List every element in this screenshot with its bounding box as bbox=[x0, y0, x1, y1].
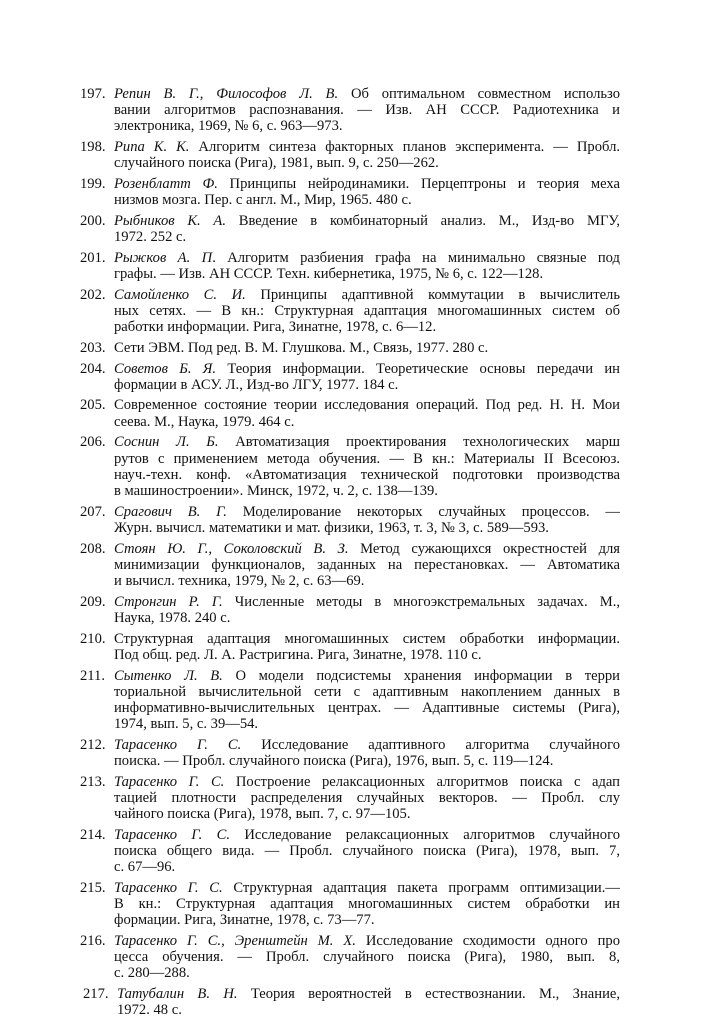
reference-line: Рыжков А. П. Алгоритм разбиения графа на минимально связные под bbox=[114, 249, 620, 266]
reference-line: в машиностроении». Минск, 1972, ч. 2, с. 138—139. bbox=[114, 482, 438, 499]
reference-text bbox=[80, 737, 620, 769]
reference-text bbox=[80, 176, 620, 208]
reference-entry bbox=[80, 986, 620, 1018]
reference-number: 213. bbox=[80, 773, 106, 790]
reference-author: Татубалин В. Н. bbox=[117, 986, 238, 1003]
reference-line: работки информации. Рига, Зинатне, 1978, с. 6—12. bbox=[114, 319, 437, 336]
reference-line: Сети ЭВМ. Под ред. В. М. Глушкова. М., Связь, 1977. 280 с. bbox=[114, 339, 489, 356]
reference-author: Соснин Л. Б. bbox=[114, 434, 219, 451]
reference-text bbox=[80, 827, 620, 876]
reference-text bbox=[80, 541, 620, 590]
reference-line: тацией плотности распределения случайных векторов. — Пробл. слу bbox=[114, 789, 620, 806]
reference-line: 1972. 48 с. bbox=[117, 1002, 182, 1019]
reference-number: 217. bbox=[83, 986, 109, 1003]
reference-text bbox=[80, 250, 620, 282]
reference-line: Тарасенко Г. С. Построение релаксационных алгоритмов поиска с адап bbox=[114, 773, 620, 790]
reference-author: Тарасенко Г. С. bbox=[114, 773, 225, 790]
reference-entry bbox=[80, 287, 620, 336]
reference-entry bbox=[80, 541, 620, 590]
reference-number: 199. bbox=[80, 176, 106, 193]
reference-text bbox=[80, 933, 620, 982]
reference-author: Советов Б. Я. bbox=[114, 360, 217, 377]
reference-line: Рипа К. К. Алгоритм синтеза факторных планов эксперимента. — Пробл. bbox=[114, 139, 620, 156]
reference-line: Под общ. ред. Л. А. Растригина. Рига, Зинатне, 1978. 110 с. bbox=[114, 646, 482, 663]
reference-line: Наука, 1978. 240 с. bbox=[114, 609, 231, 626]
reference-entry bbox=[80, 933, 620, 982]
reference-line: Советов Б. Я. Теория информации. Теоретические основы передачи ин bbox=[114, 360, 620, 377]
reference-number: 197. bbox=[80, 86, 106, 102]
reference-line: Сытенко Л. В. О модели подсистемы хранения информации в терри bbox=[114, 667, 620, 684]
reference-line: цесса обучения. — Пробл. случайного поиска (Рига), 1980, вып. 8, bbox=[114, 949, 620, 966]
reference-line: случайного поиска (Рига), 1981, вып. 9, с. 250—262. bbox=[114, 155, 439, 172]
reference-number: 201. bbox=[80, 249, 106, 266]
reference-line: Репин В. Г., Философов Л. В. Об оптимальном совместном использо bbox=[114, 86, 620, 102]
reference-entry bbox=[80, 250, 620, 282]
reference-line: Тарасенко Г. С. Исследование адаптивного алгоритма случайного bbox=[114, 736, 620, 753]
reference-author: Рыбников К. А. bbox=[114, 212, 226, 229]
reference-number: 202. bbox=[80, 286, 106, 303]
reference-entry bbox=[80, 139, 620, 171]
reference-number: 207. bbox=[80, 503, 106, 520]
reference-line: Розенблатт Ф. Принципы нейродинамики. Перцептроны и теория меха bbox=[114, 176, 620, 193]
reference-line: Стоян Ю. Г., Соколовский В. З. Метод сужающихся окрестностей для bbox=[114, 540, 620, 557]
reference-author: Тарасенко Г. С. bbox=[114, 826, 231, 843]
reference-line: чайного поиска (Рига), 1978, вып. 7, с. 97—105. bbox=[114, 806, 411, 823]
reference-text bbox=[80, 434, 620, 499]
reference-text bbox=[80, 774, 620, 823]
reference-text bbox=[80, 340, 620, 356]
reference-line: Соснин Л. Б. Автоматизация проектирования технологических марш bbox=[114, 434, 620, 451]
reference-line: В кн.: Структурная адаптация многомашинных систем обработки ин bbox=[114, 896, 620, 913]
reference-line: графы. — Изв. АН СССР. Техн. кибернетика, 1975, № 6, с. 122—128. bbox=[114, 266, 544, 283]
reference-entry bbox=[80, 880, 620, 929]
reference-text bbox=[80, 668, 620, 733]
reference-author: Тарасенко Г. С. bbox=[114, 879, 223, 896]
reference-entry bbox=[80, 668, 620, 733]
reference-author: Тарасенко Г. С. bbox=[114, 736, 242, 753]
reference-entry bbox=[80, 86, 620, 135]
reference-entry bbox=[80, 774, 620, 823]
reference-text bbox=[80, 287, 620, 336]
reference-number: 211. bbox=[80, 667, 105, 684]
reference-number: 203. bbox=[80, 339, 106, 356]
reference-line: минимизации функционалов, заданных на перестановках. — Автоматика bbox=[114, 556, 620, 573]
reference-line: Тарасенко Г. С., Эренштейн М. X. Исследование сходимости одного про bbox=[114, 933, 620, 950]
reference-number: 209. bbox=[80, 593, 106, 610]
reference-text bbox=[80, 361, 620, 393]
reference-line: науч.-техн. конф. «Автоматизация технической подготовки производства bbox=[114, 466, 620, 483]
reference-number: 216. bbox=[80, 933, 106, 950]
reference-entry bbox=[80, 340, 620, 356]
reference-entry bbox=[80, 176, 620, 208]
reference-line: электроника, 1969, № 6, с. 963—973. bbox=[114, 118, 343, 135]
reference-number: 212. bbox=[80, 736, 106, 753]
reference-number: 206. bbox=[80, 434, 106, 451]
reference-line: поиска. — Пробл. случайного поиска (Рига), 1976, вып. 5, с. 119—124. bbox=[114, 753, 554, 770]
reference-entry bbox=[80, 504, 620, 536]
reference-author: Самойленко С. И. bbox=[114, 286, 246, 303]
reference-number: 214. bbox=[80, 826, 106, 843]
reference-line: Татубалин В. Н. Теория вероятностей в естествознании. М., Знание, bbox=[117, 986, 620, 1003]
reference-entry bbox=[80, 827, 620, 876]
reference-list bbox=[80, 86, 620, 1023]
reference-line: Журн. вычисл. математики и мат. физики, 1963, т. 3, № 3, с. 589—593. bbox=[114, 519, 549, 536]
reference-number: 198. bbox=[80, 139, 106, 156]
reference-text bbox=[80, 594, 620, 626]
reference-entry bbox=[80, 594, 620, 626]
reference-line: сеева. М., Наука, 1979. 464 с. bbox=[114, 413, 295, 430]
reference-author: Репин В. Г., Философов Л. В. bbox=[114, 86, 339, 102]
reference-author: Рипа К. К. bbox=[114, 139, 190, 156]
reference-line: формации. Рига, Зинатне, 1978, с. 73—77. bbox=[114, 912, 375, 929]
reference-entry bbox=[80, 213, 620, 245]
reference-line: и вычисл. техника, 1979, № 2, с. 63—69. bbox=[114, 572, 365, 589]
reference-author: Рыжков А. П bbox=[114, 249, 213, 266]
reference-line: Стронгин Р. Г. Численные методы в многоэкстремальных задачах. М., bbox=[114, 593, 620, 610]
reference-line: Тарасенко Г. С. Структурная адаптация пакета программ оптимизации.— bbox=[114, 879, 620, 896]
reference-number: 210. bbox=[80, 630, 106, 647]
reference-author: Стронгин Р. Г. bbox=[114, 593, 223, 610]
reference-line: рутов с применением метода обучения. — В кн.: Материалы II Всесоюз. bbox=[114, 450, 620, 467]
reference-entry bbox=[80, 361, 620, 393]
reference-number: 208. bbox=[80, 540, 106, 557]
reference-line: ных сетях. — В кн.: Структурная адаптация многомашинных систем об bbox=[114, 302, 620, 319]
reference-author: Розенблатт Ф. bbox=[114, 176, 218, 193]
reference-number: 205. bbox=[80, 397, 106, 414]
reference-text bbox=[80, 397, 620, 429]
reference-line: поиска общего вида. — Пробл. случайного поиска (Рига), 1978, вып. 7, bbox=[114, 843, 620, 860]
reference-line: Структурная адаптация многомашинных систем обработки информации. bbox=[114, 630, 620, 647]
reference-line: ториальной вычислительной сети с адаптивным накоплением данных в bbox=[114, 683, 620, 700]
reference-line: Тарасенко Г. С. Исследование релаксационных алгоритмов случайного bbox=[114, 826, 620, 843]
reference-line: Срагович В. Г. Моделирование некоторых случайных процессов. — bbox=[114, 503, 620, 520]
reference-text bbox=[80, 86, 620, 135]
reference-author: Стоян Ю. Г., Соколовский В. З. bbox=[114, 540, 349, 557]
reference-line: вании алгоритмов распознавания. — Изв. АН СССР. Радиотехника и bbox=[114, 102, 620, 119]
reference-text bbox=[80, 986, 620, 1018]
reference-line: Современное состояние теории исследования операций. Под ред. Н. Н. Мои bbox=[114, 397, 620, 414]
reference-line: информативно-вычислительных центрах. — Адаптивные системы (Рига), bbox=[114, 699, 620, 716]
reference-line: 1972. 252 с. bbox=[114, 229, 187, 246]
reference-line: Самойленко С. И. Принципы адаптивной коммутации в вычислитель bbox=[114, 286, 620, 303]
reference-number: 215. bbox=[80, 879, 106, 896]
reference-text bbox=[80, 139, 620, 171]
reference-entry bbox=[80, 737, 620, 769]
reference-entry bbox=[80, 397, 620, 429]
reference-text bbox=[80, 631, 620, 663]
reference-author: Сытенко Л. В. bbox=[114, 667, 223, 684]
reference-entry bbox=[80, 631, 620, 663]
reference-line: с. 280—288. bbox=[114, 965, 190, 982]
reference-line: Рыбников К. А. Введение в комбинаторный анализ. М., Изд-во МГУ, bbox=[114, 212, 620, 229]
reference-line: низмов мозга. Пер. с англ. М., Мир, 1965. 480 с. bbox=[114, 192, 412, 209]
reference-text bbox=[80, 213, 620, 245]
reference-author: Тарасенко Г. С., Эренштейн М. X. bbox=[114, 933, 356, 950]
reference-line: с. 67—96. bbox=[114, 859, 176, 876]
reference-text bbox=[80, 880, 620, 929]
reference-number: 200. bbox=[80, 212, 106, 229]
reference-author: Срагович В. Г. bbox=[114, 503, 227, 520]
reference-line: формации в АСУ. Л., Изд-во ЛГУ, 1977. 184 с. bbox=[114, 376, 399, 393]
reference-line: 1974, вып. 5, с. 39—54. bbox=[114, 716, 259, 733]
reference-text bbox=[80, 504, 620, 536]
reference-entry bbox=[80, 434, 620, 499]
reference-number: 204. bbox=[80, 360, 106, 377]
